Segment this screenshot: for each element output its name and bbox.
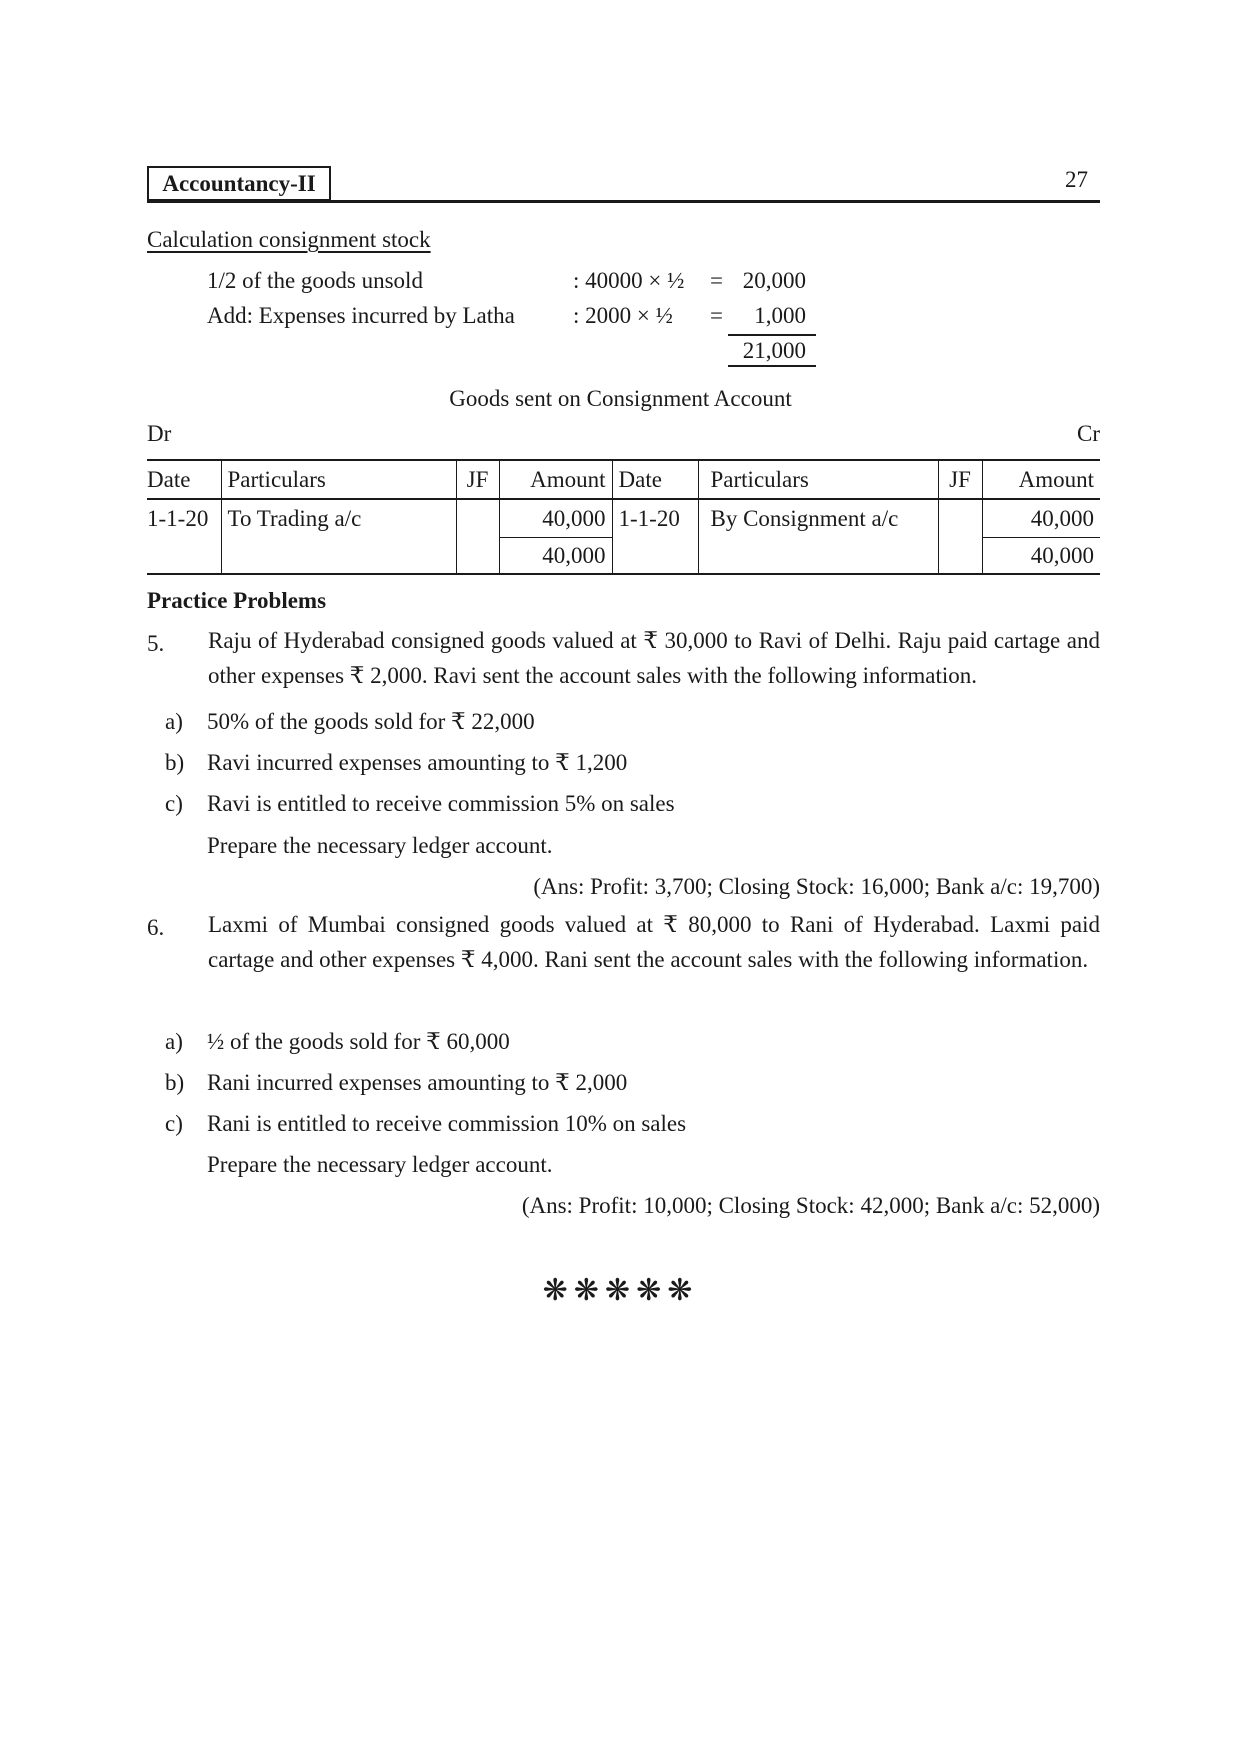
header-amount-cr: Amount [982, 460, 1100, 499]
item-label: c) [165, 791, 183, 816]
header-date-cr: Date [612, 460, 698, 499]
calc-total-rule-bottom [728, 365, 816, 367]
cell-particulars-dr [221, 538, 456, 575]
cell-jf-dr [456, 499, 499, 538]
cell-date-cr [612, 538, 698, 575]
table-row [147, 499, 1100, 538]
calc-row-2-label: Add: Expenses incurred by Latha [207, 303, 515, 328]
calculation-title: Calculation consignment stock [147, 227, 431, 252]
end-of-section-mark: ❋❋❋❋❋ [542, 1273, 699, 1308]
cell-amount-cr: 40,000 [982, 499, 1100, 538]
cell-jf-cr [938, 499, 982, 538]
header-jf-cr: JF [938, 460, 982, 499]
problem-instruction: Prepare the necessary ledger account. [207, 1152, 553, 1177]
calc-row-1-eq: = [710, 268, 723, 293]
problem-text: Raju of Hyderabad consigned goods valued at ₹ 30,000 to Ravi of Delhi. Raju paid cartage and other expenses ₹ 2,000. Ravi sent the account sales with the following information. [208, 628, 1100, 688]
cell-particulars-dr: To Trading a/c [221, 499, 456, 538]
ledger-cr: Cr [1077, 421, 1100, 446]
practice-heading: Practice Problems [147, 588, 327, 613]
problem-text: Laxmi of Mumbai consigned goods valued at ₹ 80,000 to Rani of Hyderabad. Laxmi paid cartage and other expenses ₹ 4,000. Rani sent the account sales with the following information. [208, 912, 1100, 972]
header-rule [147, 200, 1100, 203]
header-particulars-dr: Particulars [221, 460, 456, 499]
problem-instruction: Prepare the necessary ledger account. [207, 833, 553, 858]
item-label: a) [165, 1029, 183, 1054]
header-jf-dr: JF [456, 460, 499, 499]
cell-amount-dr: 40,000 [499, 499, 612, 538]
cell-particulars-cr [698, 538, 938, 575]
calc-row-1-value: 20,000 [742, 268, 806, 293]
cell-date-cr: 1-1-20 [612, 499, 698, 538]
item-text: ½ of the goods sold for ₹ 60,000 [207, 1029, 510, 1054]
header-amount-dr: Amount [499, 460, 612, 499]
item-text: Ravi is entitled to receive commission 5% on sales [207, 791, 675, 816]
calc-total: 21,000 [742, 338, 806, 363]
item-text: Ravi incurred expenses amounting to ₹ 1,200 [207, 750, 628, 775]
item-label: c) [165, 1111, 183, 1136]
calc-row-2-value: 1,000 [754, 303, 806, 328]
item-label: a) [165, 709, 183, 734]
problem-number: 6. [147, 915, 165, 940]
calc-row-1-label: 1/2 of the goods unsold [207, 268, 423, 293]
cell-date-dr: 1-1-20 [147, 499, 221, 538]
total-amount-dr: 40,000 [499, 538, 612, 575]
ledger-dr: Dr [147, 421, 172, 446]
ledger-title: Goods sent on Consignment Account [449, 386, 792, 411]
ledger-table [147, 459, 1100, 575]
calc-total-rule-top [728, 334, 816, 336]
problem-answer: (Ans: Profit: 10,000; Closing Stock: 42,000; Bank a/c: 52,000) [521, 1193, 1100, 1218]
item-text: 50% of the goods sold for ₹ 22,000 [207, 709, 535, 734]
cell-jf-cr [938, 538, 982, 575]
calc-row-1-formula: : 40000 × ½ [573, 268, 685, 293]
item-label: b) [165, 750, 185, 775]
total-amount-cr: 40,000 [982, 538, 1100, 575]
header-particulars-cr: Particulars [698, 460, 938, 499]
calc-row-2-formula: : 2000 × ½ [573, 303, 673, 328]
item-text: Rani is entitled to receive commission 10% on sales [207, 1111, 687, 1136]
header-date-dr: Date [147, 460, 221, 499]
table-row-total [147, 538, 1100, 575]
book-title: Accountancy-II [147, 166, 331, 201]
cell-particulars-cr: By Consignment a/c [698, 499, 938, 538]
item-text: Rani incurred expenses amounting to ₹ 2,000 [207, 1070, 628, 1095]
cell-date-dr [147, 538, 221, 575]
problem-number: 5. [147, 631, 165, 656]
calc-row-2-eq: = [710, 303, 723, 328]
page-number: 27 [1065, 167, 1088, 192]
cell-jf-dr [456, 538, 499, 575]
item-label: b) [165, 1070, 185, 1095]
problem-answer: (Ans: Profit: 3,700; Closing Stock: 16,000; Bank a/c: 19,700) [533, 874, 1100, 899]
ledger-header-row [147, 460, 1100, 499]
